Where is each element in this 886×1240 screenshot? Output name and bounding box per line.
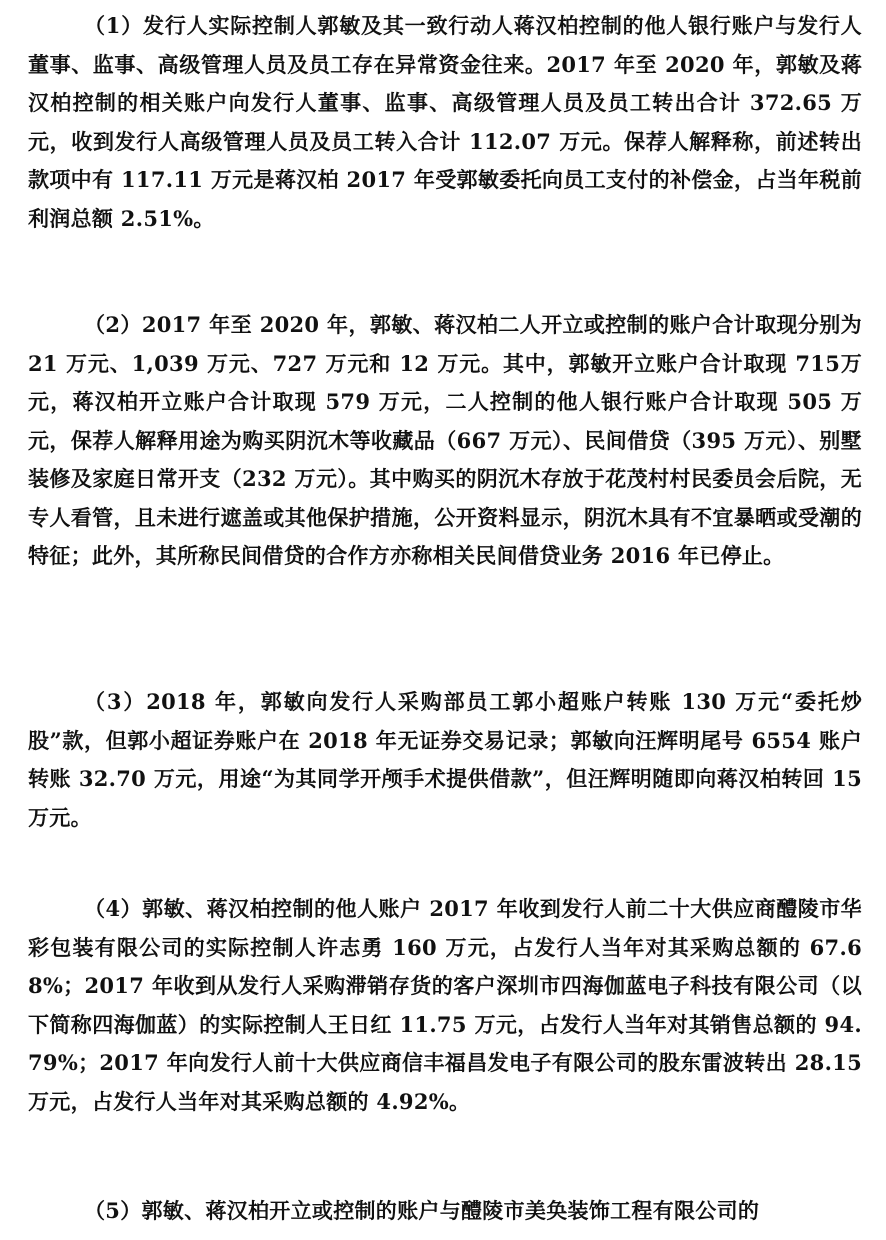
paragraph-3: （3）2018 年，郭敏向发行人采购部员工郭小超账户转账 130 万元“委托炒股”款，但郭小超证券账户在 2018 年无证券交易记录；郭敏向汪辉明尾号 6554 账户转账 32.70 万元，用途“为其同学开颅手术提供借款”，但汪辉明随即向蒋汉柏转回 15 万元。 — [28, 689, 862, 830]
paragraph-4: （4）郭敏、蒋汉柏控制的他人账户 2017 年收到发行人前二十大供应商醴陵市华彩包装有限公司的实际控制人许志勇 160 万元，占发行人当年对其采购总额的 67.68%；2017 年收到从发行人采购滞销存货的客户深圳市四海伽蓝电子科技有限公司（以下简称四海伽蓝）的实际控制人王日红 11.75 万元，占发行人当年对其销售总额的 94.79%；2017 年向发行人前十大供应商信丰福昌发电子有限公司的股东雷波转出 28.15 万元，占发行人当年对其采购总额的 4.92%。 — [28, 896, 862, 1114]
paragraph-5: （5）郭敏、蒋汉柏开立或控制的账户与醴陵市美奂装饰工程有限公司的 — [84, 1198, 760, 1223]
paragraph-2: （2）2017 年至 2020 年，郭敏、蒋汉柏二人开立或控制的账户合计取现分别为 21 万元、1,039 万元、727 万元和 12 万元。其中，郭敏开立账户合计取现 715万元，蒋汉柏开立账户合计取现 579 万元，二人控制的他人银行账户合计取现 505 万元，保荐人解释用途为购买阴沉木等收藏品（667 万元）、民间借贷（395 万元）、别墅装修及家庭日常开支（232 万元）。其中购买的阴沉木存放于花茂村村民委员会后院，无专人看管，且未进行遮盖或其他保护措施，公开资料显示，阴沉木具有不宜暴晒或受潮的特征；此外，其所称民间借贷的合作方亦称相关民间借贷业务 2016 年已停止。 — [28, 312, 862, 568]
paragraph-1: （1）发行人实际控制人郭敏及其一致行动人蒋汉柏控制的他人银行账户与发行人董事、监事、高级管理人员及员工存在异常资金往来。2017 年至 2020 年，郭敏及蒋汉柏控制的相关账户向发行人董事、监事、高级管理人员及员工转出合计 372.65 万元，收到发行人高级管理人员及员工转入合计 112.07 万元。保荐人解释称，前述转出款项中有 117.11 万元是蒋汉柏 2017 年受郭敏委托向员工支付的补偿金，占当年税前利润总额 2.51%。 — [28, 13, 862, 231]
